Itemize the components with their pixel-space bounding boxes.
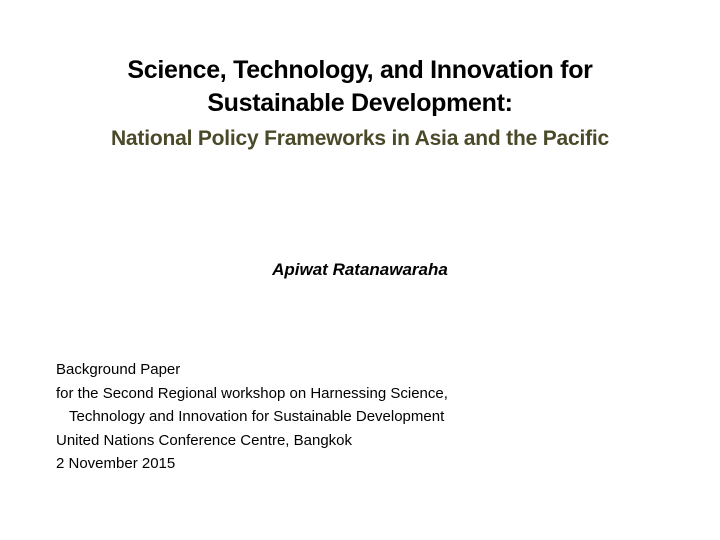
info-block (56, 358, 676, 476)
author-name: Apiwat Ratanawaraha (272, 260, 448, 279)
info-line-venue: United Nations Conference Centre, Bangkok (56, 431, 353, 449)
title-block (20, 54, 700, 154)
info-line-date: 2 November 2015 (56, 455, 176, 472)
info-line-document-type: Background Paper (56, 361, 181, 378)
info-line-event: for the Second Regional workshop on Harnessing Science, (56, 384, 448, 402)
subtitle: National Policy Frameworks in Asia and the Pacific (110, 127, 610, 150)
info-line-event-continued: Technology and Innovation for Sustainable Development (69, 408, 445, 425)
title-line-2: Sustainable Development: (207, 89, 513, 117)
title-line-1: Science, Technology, and Innovation for (127, 56, 593, 84)
